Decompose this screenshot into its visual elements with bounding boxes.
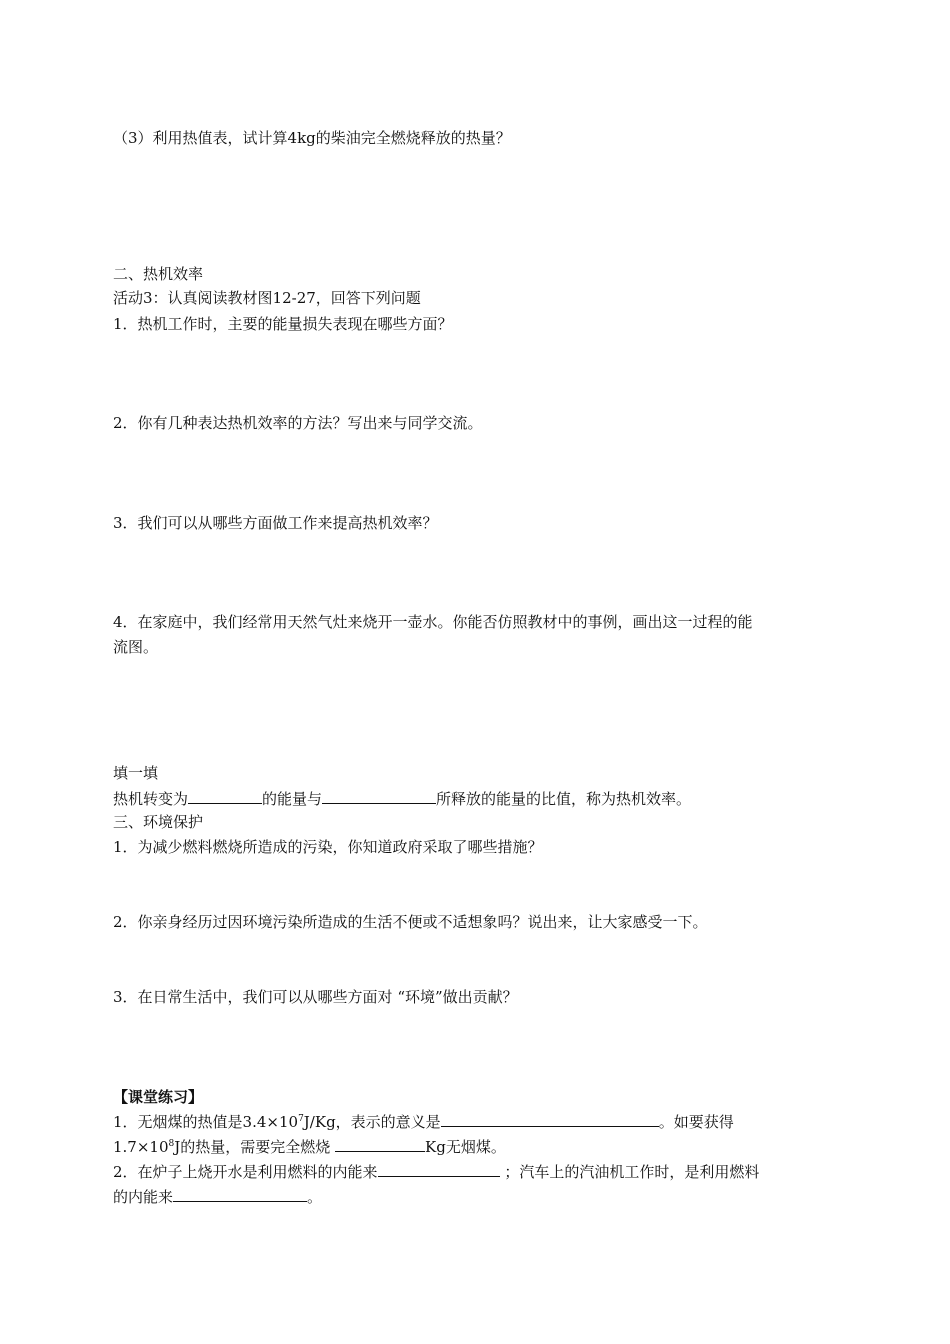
exercise-1-text-b: J/Kg，表示的意义是 (303, 1113, 441, 1131)
fill-in-sentence (113, 787, 691, 810)
exercise-1-text-c: 。如要获得 (658, 1113, 734, 1131)
exercise-1-text-e: J的热量，需要完全燃烧 (174, 1138, 336, 1156)
exercise-2-blank-2[interactable] (173, 1185, 307, 1202)
section-3-question-3: 3．在日常生活中，我们可以从哪些方面对 “环境”做出贡献？ (113, 988, 518, 1006)
exercise-2-text-b: ；汽车上的汽油机工作时，是利用燃料 (499, 1163, 760, 1181)
question-3-heat-value: （3）利用热值表，试计算4kg的柴油完全燃烧释放的热量？ (113, 129, 511, 147)
section-3-question-2: 2．你亲身经历过因环境污染所造成的生活不便或不适想象吗？说出来，让大家感受一下。 (113, 913, 708, 931)
practice-exercise-1-line-2 (113, 1135, 506, 1158)
exercise-2-text-d: 。 (307, 1188, 323, 1206)
section-3-title: 三、环境保护 (113, 813, 204, 831)
fill-in-part-3: 所释放的能量的比值，称为热机效率。 (436, 790, 692, 808)
exercise-1-text-d: 1.7×10 (113, 1138, 169, 1156)
section-2-question-3: 3．我们可以从哪些方面做工作来提高热机效率？ (113, 514, 438, 532)
section-2-title: 二、热机效率 (113, 265, 204, 283)
practice-exercise-1-line-1 (113, 1110, 734, 1133)
fill-in-part-2: 的能量与 (262, 790, 323, 808)
exercise-1-blank-mass[interactable] (335, 1135, 425, 1152)
practice-exercise-2-line-2 (113, 1185, 322, 1208)
exercise-1-exponent-2: 8 (168, 1139, 175, 1149)
exercise-1-blank-meaning[interactable] (441, 1110, 659, 1127)
exercise-1-text-a: 1．无烟煤的热值是3.4×10 (113, 1113, 299, 1131)
practice-exercise-2-line-1 (113, 1160, 759, 1183)
exercise-2-blank-1[interactable] (378, 1160, 500, 1177)
section-2-question-4-line-2: 流图。 (113, 638, 159, 656)
section-3-question-1: 1．为减少燃料燃烧所造成的污染，你知道政府采取了哪些措施？ (113, 838, 543, 856)
section-2-question-2: 2．你有几种表达热机效率的方法？写出来与同学交流。 (113, 414, 483, 432)
activity-3-instruction: 活动3：认真阅读教材图12-27，回答下列问题 (113, 289, 421, 307)
fill-blank-2[interactable] (322, 787, 436, 804)
exercise-1-exponent-1: 7 (298, 1114, 304, 1124)
exercise-2-text-c: 的内能来 (113, 1188, 174, 1206)
section-2-question-1: 1．热机工作时，主要的能量损失表现在哪些方面？ (113, 315, 453, 333)
fill-in-part-1: 热机转变为 (113, 790, 189, 808)
fill-blank-1[interactable] (188, 787, 262, 804)
section-2-question-4-line-1: 4．在家庭中，我们经常用天然气灶来烧开一壶水。你能否仿照教材中的事例，画出这一过程的能 (113, 613, 753, 631)
exercise-2-text-a: 2．在炉子上烧开水是利用燃料的内能来 (113, 1163, 378, 1181)
practice-title: 【课堂练习】 (113, 1088, 204, 1106)
fill-in-title: 填一填 (113, 764, 159, 782)
exercise-1-text-f: Kg无烟煤。 (425, 1138, 506, 1156)
